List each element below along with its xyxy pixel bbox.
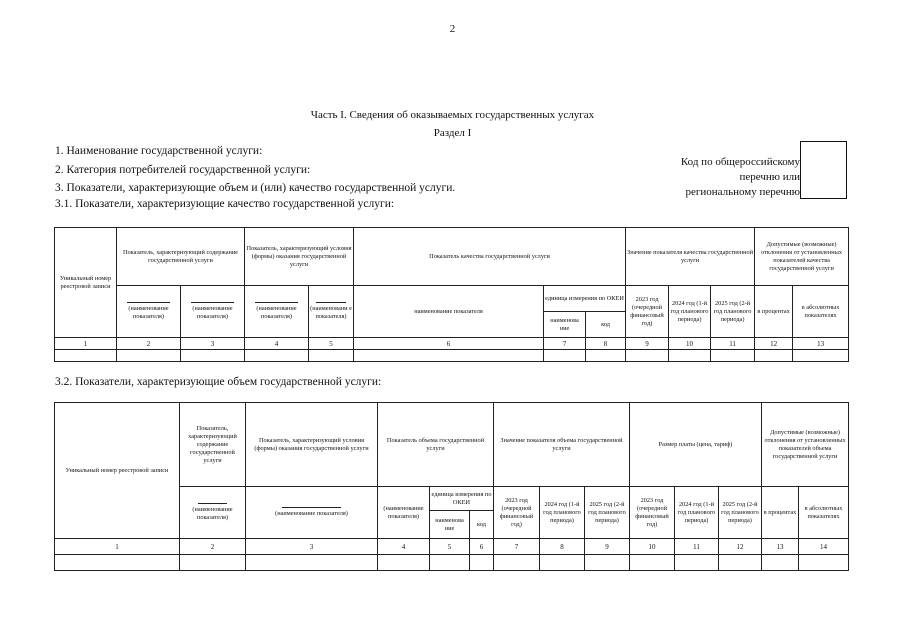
t1-empty-row (55, 350, 849, 362)
t2-empty-row (55, 555, 849, 571)
quality-indicators-table (54, 227, 849, 362)
t2-value-group-header: Значение показателя объема государственной услуги (494, 403, 630, 487)
volume-indicators-table (54, 402, 849, 571)
t2-unit-code-header: код (470, 511, 494, 539)
t2-cell[interactable] (585, 555, 630, 571)
t2-cell[interactable] (762, 555, 799, 571)
t2-fee-year1-header: 2023 год (очередной финансовый год) (630, 487, 675, 539)
t1-content-subheader-a: (наименование показателя) (117, 286, 181, 338)
t2-fee-year2-header: 2024 год (1-й год планового периода) (675, 487, 719, 539)
t2-col-num: 5 (430, 539, 470, 555)
t2-col-num: 13 (762, 539, 799, 555)
part-title: Часть I. Сведения об оказываемых государственных услугах (310, 109, 595, 121)
t2-col-num: 2 (180, 539, 246, 555)
t1-content-group-header: Показатель, характеризующий содержание государственной услуги (117, 228, 245, 286)
registry-code-label-line2: перечню или (739, 171, 800, 183)
t1-col-num: 5 (309, 338, 354, 350)
t1-conditions-subheader-b: (наименовани е показателя) (309, 286, 354, 338)
t1-year3-header: 2025 год (2-й год планового периода) (711, 286, 755, 338)
t2-cell[interactable] (246, 555, 378, 571)
t1-quality-group-header: Показатель качества государственной услуги (354, 228, 626, 286)
t2-col-num: 8 (540, 539, 585, 555)
t2-col-num: 3 (246, 539, 378, 555)
t1-col-num: 8 (586, 338, 626, 350)
t1-conditions-subheader-a: (наименование показателя) (245, 286, 309, 338)
t2-cell[interactable] (180, 555, 246, 571)
t1-cell[interactable] (181, 350, 245, 362)
t2-col-num: 12 (719, 539, 762, 555)
t2-unit-okei-header: единица измерения по ОКЕИ (430, 487, 494, 511)
t2-col-num: 10 (630, 539, 675, 555)
t2-col-num: 4 (378, 539, 430, 555)
item-service-name: 1. Наименование государственной услуги: (55, 145, 263, 157)
item-indicators: 3. Показатели, характеризующие объем и (или) качество государственной услуги. (55, 182, 456, 194)
registry-code-box[interactable] (800, 141, 847, 199)
t1-col-num: 4 (245, 338, 309, 350)
t1-unit-code-header: код (586, 312, 626, 338)
t2-year2-header: 2024 год (1-й год планового периода) (540, 487, 585, 539)
item-quality-indicators: 3.1. Показатели, характеризующие качество государственной услуги: (55, 198, 395, 210)
t1-absolute-header: в абсолютных показателях (793, 286, 849, 338)
t2-col-num: 7 (494, 539, 540, 555)
t1-cell[interactable] (245, 350, 309, 362)
item-consumer-category: 2. Категория потребителей государственной услуги: (55, 164, 311, 176)
t2-fee-group-header: Размер платы (цена, тариф) (630, 403, 762, 487)
t1-year1-header: 2023 год (очередной финансовый год) (626, 286, 669, 338)
t2-unit-name-header: наименова ние (430, 511, 470, 539)
t1-col-num: 3 (181, 338, 245, 350)
t2-col-num: 11 (675, 539, 719, 555)
t1-col-num: 7 (544, 338, 586, 350)
t2-cell[interactable] (799, 555, 849, 571)
t1-cell[interactable] (711, 350, 755, 362)
t1-cell[interactable] (586, 350, 626, 362)
t2-col-num: 14 (799, 539, 849, 555)
t1-value-group-header: Значение показателя качества государственной услуги (626, 228, 755, 286)
t1-unit-name-header: наименова ние (544, 312, 586, 338)
t2-year1-header: 2023 год (очередной финансовый год) (494, 487, 540, 539)
t1-col-num: 12 (755, 338, 793, 350)
t1-cell[interactable] (626, 350, 669, 362)
t1-indicator-name-header: наименование показателя (354, 286, 544, 338)
page-number: 2 (449, 23, 456, 35)
t1-col-num: 13 (793, 338, 849, 350)
t2-volume-group-header: Показатель объема государственной услуги (378, 403, 494, 487)
t2-fee-year3-header: 2025 год (2-й год планового периода) (719, 487, 762, 539)
t1-col-num: 9 (626, 338, 669, 350)
section-title: Раздел I (433, 127, 472, 139)
t1-year2-header: 2024 год (1-й год планового периода) (669, 286, 711, 338)
registry-code-label-line1: Код по общероссийскому (680, 156, 800, 168)
t2-volume-name-header: (наименование показателя) (378, 487, 430, 539)
t1-percent-header: в процентах (755, 286, 793, 338)
t2-percent-header: в процентах (762, 487, 799, 539)
t2-col-num: 9 (585, 539, 630, 555)
t1-unit-okei-header: единица измерения по ОКЕИ (544, 286, 626, 312)
t1-cell[interactable] (309, 350, 354, 362)
t2-cell[interactable] (630, 555, 675, 571)
t2-col-num: 1 (55, 539, 180, 555)
t2-cell[interactable] (470, 555, 494, 571)
t2-conditions-group-header: Показатель, характеризующий условия (формы) оказания государственной услуги (246, 403, 378, 487)
t1-cell[interactable] (544, 350, 586, 362)
t2-cell[interactable] (675, 555, 719, 571)
t1-cell[interactable] (755, 350, 793, 362)
t1-col-num: 11 (711, 338, 755, 350)
t2-cell[interactable] (378, 555, 430, 571)
t1-deviation-group-header: Допустимые (возможные) отклонения от установленных показателей качества государственной услуги (755, 228, 849, 286)
t1-unique-number-header: Уникальный номер реестровой записи (55, 228, 117, 338)
registry-code-label (660, 155, 800, 200)
t2-column-numbers-row (55, 539, 849, 555)
t2-deviation-group-header: Допустимые (возможные) отклонения от установленных показателей объема государственной услуги (762, 403, 849, 487)
t2-cell[interactable] (430, 555, 470, 571)
t2-col-num: 6 (470, 539, 494, 555)
t1-cell[interactable] (793, 350, 849, 362)
t1-col-num: 6 (354, 338, 544, 350)
t1-conditions-group-header: Показатель, характеризующий условия (формы) оказания государственной услуги (245, 228, 354, 286)
t1-col-num: 10 (669, 338, 711, 350)
t2-absolute-header: в абсолютных показателях (799, 487, 849, 539)
item-volume-indicators: 3.2. Показатели, характеризующие объем государственной услуги: (55, 376, 382, 388)
t1-cell[interactable] (669, 350, 711, 362)
t1-cell[interactable] (354, 350, 544, 362)
t2-cell[interactable] (494, 555, 540, 571)
t1-content-subheader-b: (наименование показателя) (181, 286, 245, 338)
t1-column-numbers-row (55, 338, 849, 350)
t2-cell[interactable] (719, 555, 762, 571)
t2-conditions-subheader: (наименование показателя) (246, 487, 378, 539)
registry-code-label-line3: региональному перечню (685, 186, 800, 198)
t2-unique-number-header: Уникальный номер реестровой записи (55, 403, 180, 539)
t2-content-subheader: (наименование показателя) (180, 487, 246, 539)
t1-cell[interactable] (55, 350, 117, 362)
t1-col-num: 1 (55, 338, 117, 350)
t1-cell[interactable] (117, 350, 181, 362)
t2-content-group-header: Показатель, характеризующий содержание государственной услуги (180, 403, 246, 487)
t2-cell[interactable] (55, 555, 180, 571)
t1-col-num: 2 (117, 338, 181, 350)
t2-cell[interactable] (540, 555, 585, 571)
t2-year3-header: 2025 год (2-й год планового периода) (585, 487, 630, 539)
